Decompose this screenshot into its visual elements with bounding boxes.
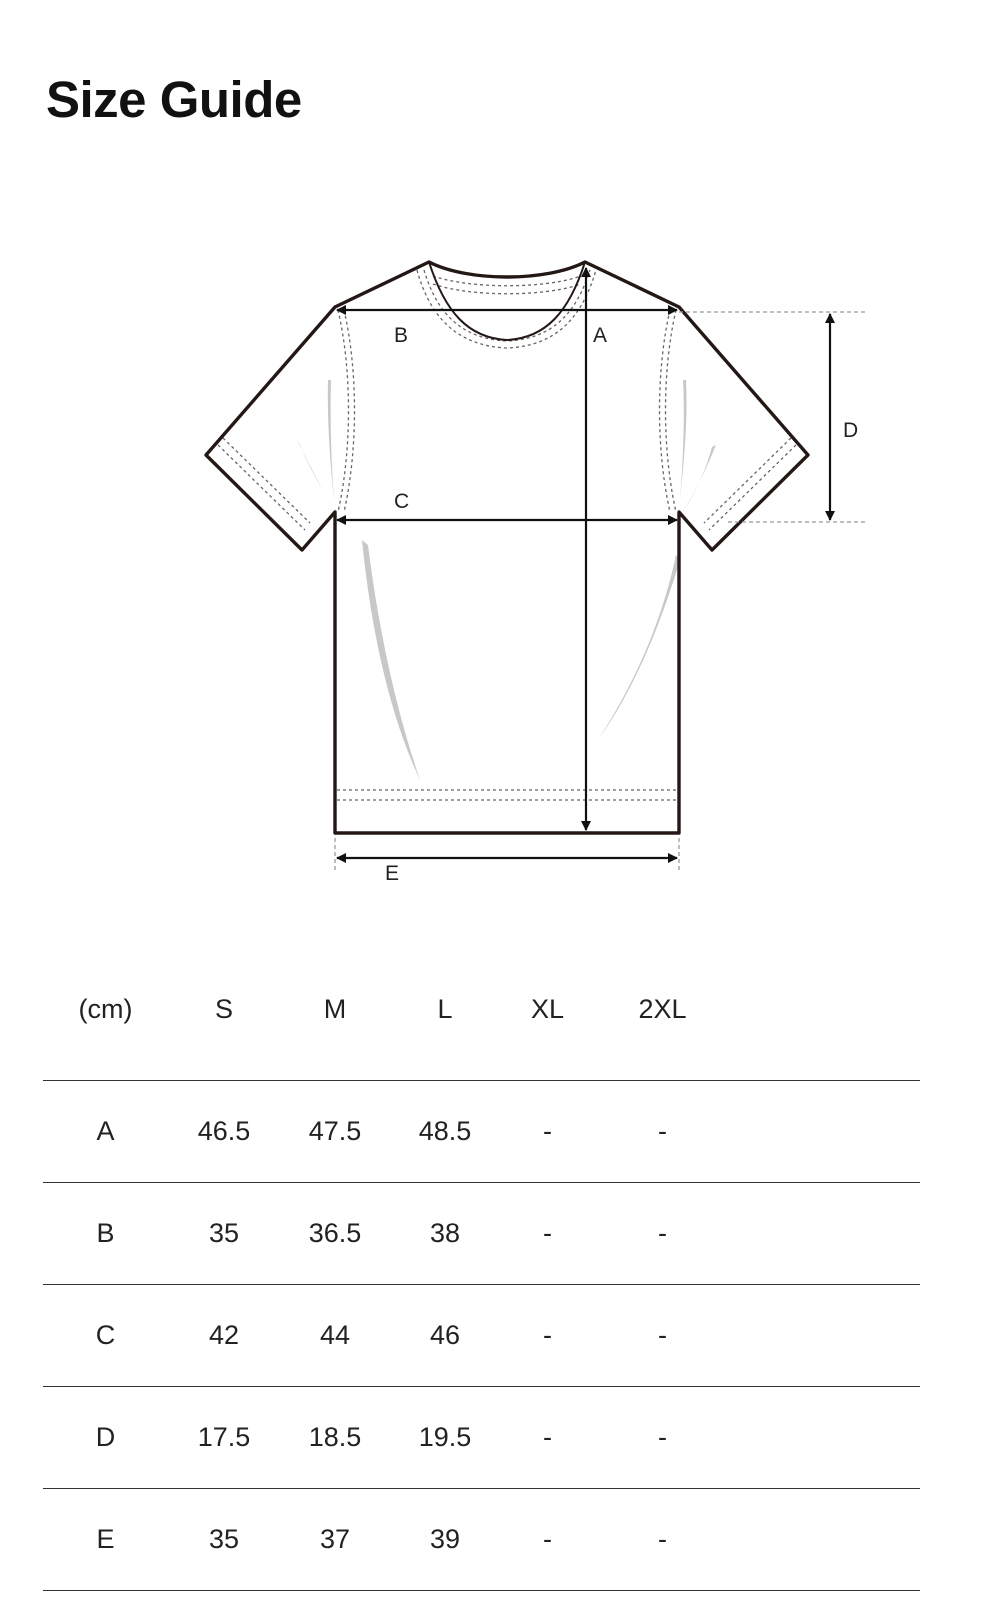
table-row <box>43 1387 920 1489</box>
label-e: E <box>385 862 400 885</box>
table-cell: 42 <box>168 1285 280 1387</box>
table-spacer <box>730 1489 920 1591</box>
label-d: D <box>843 419 859 442</box>
row-label: D <box>43 1387 168 1489</box>
label-b: B <box>394 324 409 347</box>
table-cell: - <box>500 1183 595 1285</box>
table-cell: 19.5 <box>390 1387 500 1489</box>
table-spacer <box>730 1387 920 1489</box>
table-cell: 35 <box>168 1489 280 1591</box>
size-header: L <box>390 990 500 1081</box>
table-cell: 48.5 <box>390 1081 500 1183</box>
measurement-guides <box>335 312 868 872</box>
table-cell: 46 <box>390 1285 500 1387</box>
table-spacer <box>730 1285 920 1387</box>
size-header: S <box>168 990 280 1081</box>
table-cell: 36.5 <box>280 1183 390 1285</box>
table-cell: - <box>595 1489 730 1591</box>
page-title: Size Guide <box>46 71 302 128</box>
measurement-arrows <box>337 268 830 858</box>
row-label: A <box>43 1081 168 1183</box>
table-header-row <box>43 990 920 1081</box>
table-cell: 35 <box>168 1183 280 1285</box>
table-cell: - <box>595 1081 730 1183</box>
unit-header: (cm) <box>43 990 168 1081</box>
size-header: 2XL <box>595 990 730 1081</box>
table-cell: - <box>500 1387 595 1489</box>
shirt-shading <box>297 380 716 780</box>
shirt-stitching <box>218 270 796 800</box>
table-spacer <box>730 990 920 1081</box>
row-label: E <box>43 1489 168 1591</box>
table-cell: - <box>500 1489 595 1591</box>
table-cell: 46.5 <box>168 1081 280 1183</box>
table-row <box>43 1285 920 1387</box>
table-cell: - <box>500 1285 595 1387</box>
label-a: A <box>593 324 608 347</box>
size-header: XL <box>500 990 595 1081</box>
table-cell: - <box>595 1285 730 1387</box>
table-cell: 38 <box>390 1183 500 1285</box>
table-cell: 39 <box>390 1489 500 1591</box>
table-cell: 37 <box>280 1489 390 1591</box>
table-cell: - <box>500 1081 595 1183</box>
row-label: C <box>43 1285 168 1387</box>
size-header: M <box>280 990 390 1081</box>
table-row <box>43 1081 920 1183</box>
row-label: B <box>43 1183 168 1285</box>
table-row <box>43 1489 920 1591</box>
table-cell: 47.5 <box>280 1081 390 1183</box>
table-row <box>43 1183 920 1285</box>
table-spacer <box>730 1081 920 1183</box>
table-cell: 44 <box>280 1285 390 1387</box>
table-cell: - <box>595 1183 730 1285</box>
table-cell: - <box>595 1387 730 1489</box>
size-table <box>43 990 920 1591</box>
table-cell: 18.5 <box>280 1387 390 1489</box>
label-c: C <box>394 490 410 513</box>
table-cell: 17.5 <box>168 1387 280 1489</box>
table-spacer <box>730 1183 920 1285</box>
